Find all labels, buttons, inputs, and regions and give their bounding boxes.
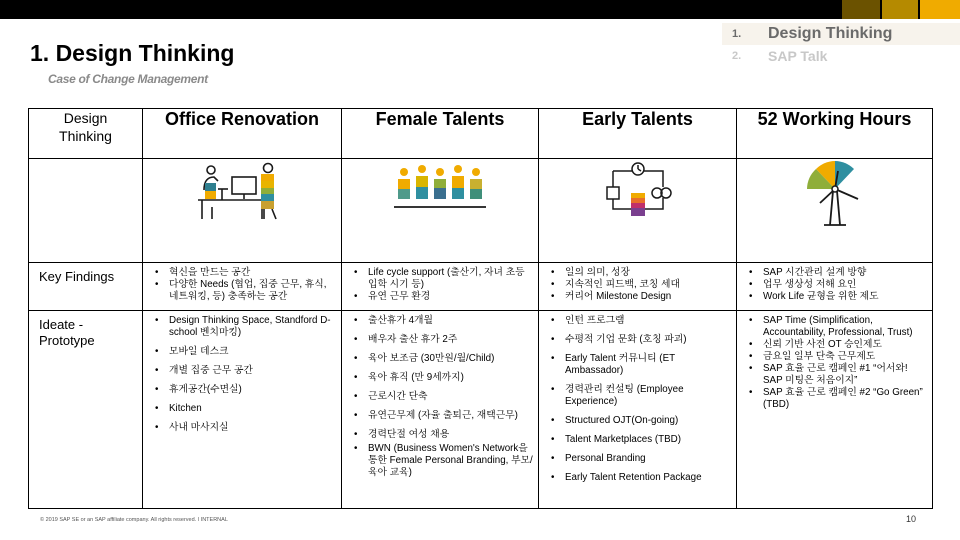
section-nav [722,23,960,67]
table-cell [143,311,342,509]
nav-item-sap-talk[interactable] [722,45,960,67]
list-item: • Structured OJT(On-going) [549,415,732,427]
list-item: • 신뢰 기반 사전 OT 승인제도 [747,339,928,351]
list-item: • 인턴 프로그램 [549,315,732,327]
list-item: • 금요일 일부 단축 근무제도 [747,351,928,363]
process-flow-icon [603,159,673,223]
list-item: • Talent Marketplaces (TBD) [549,434,732,446]
list-item: • 육아 휴직 (만 9세까지) [352,372,534,384]
people-group-icon [392,159,488,215]
list-item: • 개별 집중 근무 공간 [153,365,337,377]
column-header [539,109,737,159]
table-cell [539,311,737,509]
column-header-label: 52 Working Hours [757,109,912,129]
table-cell [143,263,342,311]
list-item: • BWN (Business Women's Network을 통한 Female Personal Branding, 부모/육아 교육) [352,443,534,479]
nav-item-design-thinking[interactable] [722,23,960,45]
list-item: • 근로시간 단축 [352,391,534,403]
list-item: • SAP Time (Simplification, Accountability, Professional, Trust) [747,315,928,339]
page-title: 1. Design Thinking [30,40,235,66]
list-item: • Early Talent Retention Package [549,472,732,484]
column-header [737,109,933,159]
row-label-ideate: Ideate - Prototype [29,311,143,509]
row-label-key-findings: Key Findings [29,263,143,311]
accent-block-gold [920,0,960,19]
list-item: • 휴게공간(수면실) [153,384,337,396]
list-item: • Design Thinking Space, Standford D-school 벤치마킹) [153,315,337,339]
table-cell [342,311,539,509]
list-item: • 업무 생상성 저해 요인 [747,279,928,291]
list-item: • Personal Branding [549,453,732,465]
bullet-list [143,311,341,434]
top-bar [0,0,960,19]
bullet-list [737,263,932,303]
icon-cell [342,159,539,263]
corner-label: Design Thinking [59,110,112,144]
table-cell [539,263,737,311]
list-item: • 사내 마사지실 [153,422,337,434]
list-item: • 모바일 데스크 [153,346,337,358]
list-item: • SAP 효율 근로 캠페인 #1 “어서와! SAP 미팅은 처음이지” [747,363,928,387]
accent-block-mid [882,0,918,19]
icon-cell [737,159,933,263]
nav-item-number: 2. [732,50,742,62]
list-item: • 다양한 Needs (협업, 집중 근무, 휴식, 네트워킹, 등) 충족하는 공간 [153,279,337,303]
list-item: • Early Talent 커뮤니티 (ET Ambassador) [549,353,732,377]
list-item: • 혁신을 만드는 공간 [153,267,337,279]
office-workers-icon [192,159,292,223]
accent-block-dark [842,0,880,19]
bullet-list [143,263,341,303]
icon-row-corner [29,159,143,263]
key-findings-row [29,263,933,311]
table-cell [737,263,933,311]
list-item: • 경력단절 여성 채용 [352,429,534,441]
footer-copyright: © 2019 SAP SE or an SAP affiliate company. All rights reserved. ǀ INTERNAL [40,517,228,523]
bullet-list [737,311,932,411]
list-item: • SAP 효율 근로 캠페인 #2 “Go Green” (TBD) [747,387,928,411]
list-item: • Life cycle support (출산기, 자녀 초등입학 시기 등) [352,267,534,291]
list-item: • 커리어 Milestone Design [549,291,732,303]
list-item: • 배우자 출산 휴가 2주 [352,334,534,346]
column-header-label: Office Renovation [164,109,320,129]
column-header-label: Female Talents [375,109,505,129]
list-item: • 출산휴가 4개월 [352,315,534,327]
icon-cell [143,159,342,263]
nav-item-number: 1. [732,28,742,40]
list-item: • 육아 보조금 (30만원/월/Child) [352,353,534,365]
table-cell [342,263,539,311]
bullet-list [342,263,538,303]
list-item: • 경력관리 컨설팅 (Employee Experience) [549,384,732,408]
list-item: • 일의 의미, 성장 [549,267,732,279]
list-item: • 유연근무제 (자율 출퇴근, 재택근무) [352,410,534,422]
bullet-list [539,311,736,484]
wind-turbine-icon [800,159,870,229]
icon-row [29,159,933,263]
design-thinking-table [28,108,933,509]
ideate-prototype-row [29,311,933,509]
bullet-list [539,263,736,303]
list-item: • 지속적인 피드백, 코칭 세대 [549,279,732,291]
list-item: • Work Life 균형을 위한 제도 [747,291,928,303]
column-header [342,109,539,159]
list-item: • 수평적 기업 문화 (호칭 파괴) [549,334,732,346]
corner-cell [29,109,143,159]
page-number: 10 [906,514,917,524]
header-row [29,109,933,159]
icon-cell [539,159,737,263]
list-item: • Kitchen [153,403,337,415]
column-header-label: Early Talents [582,109,693,129]
bullet-list [342,311,538,479]
table-cell [737,311,933,509]
nav-item-label: SAP Talk [768,48,828,64]
page-subtitle: Case of Change Management [48,72,208,86]
nav-item-label: Design Thinking [768,25,893,42]
column-header [143,109,342,159]
list-item: • SAP 시간관리 설계 방향 [747,267,928,279]
list-item: • 유연 근무 환경 [352,291,534,303]
